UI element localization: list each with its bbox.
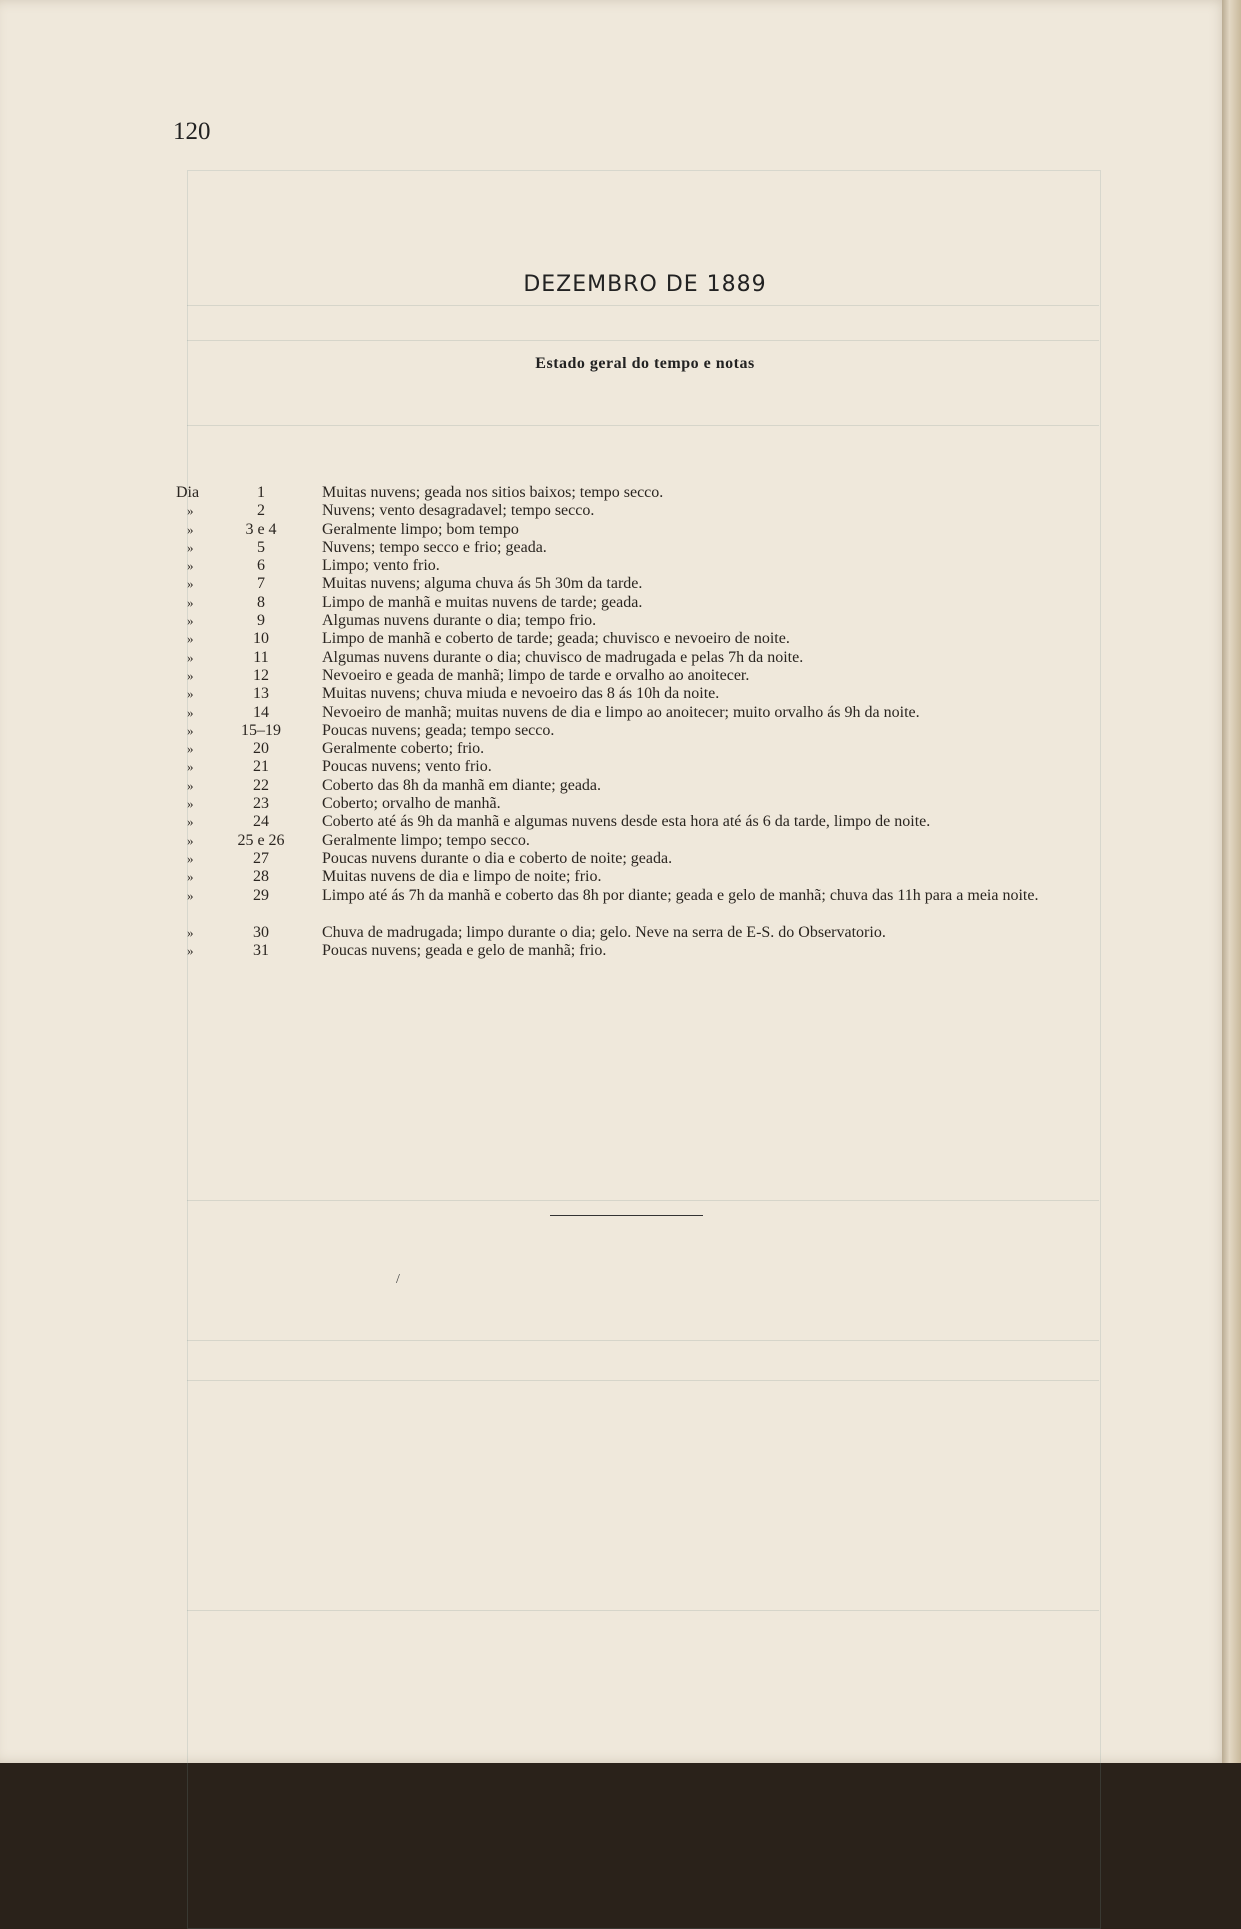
day-number: 30 bbox=[253, 923, 269, 941]
weather-note: Nevoeiro e geada de manhã; limpo de tarde e orvalho ao anoitecer. bbox=[322, 666, 750, 684]
bleed-rule bbox=[187, 1200, 1099, 1201]
ditto-mark: » bbox=[187, 539, 194, 555]
weather-note: Poucas nuvens; geada e gelo de manhã; frio. bbox=[322, 941, 607, 959]
section-subtitle: Estado geral do tempo e notas bbox=[535, 355, 755, 372]
table-row bbox=[0, 832, 1228, 850]
table-row bbox=[0, 777, 1228, 795]
day-number: 8 bbox=[257, 593, 265, 611]
ditto-mark: » bbox=[187, 613, 194, 629]
day-number: 11 bbox=[253, 648, 269, 666]
ditto-mark: » bbox=[187, 850, 194, 866]
weather-note: Muitas nuvens de dia e limpo de noite; frio. bbox=[322, 868, 602, 886]
ditto-mark: » bbox=[187, 887, 194, 903]
ditto-mark: » bbox=[187, 631, 194, 647]
table-row bbox=[0, 484, 1228, 502]
ditto-mark: » bbox=[187, 942, 194, 958]
table-row bbox=[0, 612, 1228, 630]
table-row bbox=[0, 722, 1228, 740]
day-number: 15–19 bbox=[241, 721, 281, 739]
day-number: 21 bbox=[253, 758, 269, 776]
weather-note: Coberto; orvalho de manhã. bbox=[322, 795, 501, 813]
table-row bbox=[0, 850, 1228, 868]
page-number: 120 bbox=[173, 118, 211, 145]
weather-note: Coberto das 8h da manhã em diante; geada. bbox=[322, 776, 602, 794]
weather-note: Limpo de manhã e coberto de tarde; geada; chuvisco e nevoeiro de noite. bbox=[322, 630, 790, 648]
ditto-mark: » bbox=[187, 704, 194, 720]
table-row bbox=[0, 704, 1228, 722]
ditto-mark: » bbox=[187, 686, 194, 702]
table-row bbox=[0, 594, 1228, 612]
day-number: 3 e 4 bbox=[245, 520, 277, 538]
bleed-rule bbox=[187, 340, 1099, 341]
ditto-mark: » bbox=[187, 521, 194, 537]
table-row bbox=[0, 557, 1228, 575]
table-row bbox=[0, 630, 1228, 648]
ditto-mark: » bbox=[187, 777, 194, 793]
table-row bbox=[0, 795, 1228, 813]
ditto-mark: » bbox=[187, 722, 194, 738]
ditto-mark: » bbox=[187, 924, 194, 940]
weather-note: Geralmente limpo; tempo secco. bbox=[322, 831, 530, 849]
day-number: 25 e 26 bbox=[237, 831, 285, 849]
bleed-through-frame bbox=[187, 170, 1101, 1929]
weather-note: Geralmente limpo; bom tempo bbox=[322, 520, 519, 538]
weather-note: Muitas nuvens; alguma chuva ás 5h 30m da tarde. bbox=[322, 575, 643, 593]
weather-note: Limpo até ás 7h da manhã e coberto das 8h por diante; geada e gelo de manhã; chuva das 11h para a meia noite. bbox=[322, 886, 1039, 904]
table-row bbox=[0, 758, 1228, 776]
weather-note: Poucas nuvens; vento frio. bbox=[322, 758, 492, 776]
weather-note: Nevoeiro de manhã; muitas nuvens de dia e limpo ao anoitecer; muito orvalho ás 9h da noite. bbox=[322, 703, 920, 721]
table-row bbox=[0, 539, 1228, 557]
table-row bbox=[0, 502, 1228, 520]
ditto-mark: » bbox=[187, 594, 194, 610]
bleed-rule bbox=[187, 425, 1099, 426]
weather-note: Algumas nuvens durante o dia; tempo frio. bbox=[322, 612, 597, 630]
day-number: 1 bbox=[257, 484, 265, 501]
weather-note: Algumas nuvens durante o dia; chuvisco de madrugada e pelas 7h da noite. bbox=[322, 648, 804, 666]
day-number: 31 bbox=[253, 941, 269, 959]
weather-note: Muitas nuvens; geada nos sitios baixos; tempo secco. bbox=[322, 484, 664, 501]
day-number: 7 bbox=[257, 575, 265, 593]
day-number: 2 bbox=[257, 502, 265, 520]
day-number: 28 bbox=[253, 868, 269, 886]
bleed-rule bbox=[187, 1340, 1099, 1341]
closing-rule bbox=[550, 1215, 703, 1216]
weather-note: Poucas nuvens; geada; tempo secco. bbox=[322, 721, 555, 739]
table-row bbox=[0, 575, 1228, 593]
weather-note: Muitas nuvens; chuva miuda e nevoeiro das 8 ás 10h da noite. bbox=[322, 685, 720, 703]
ditto-mark: » bbox=[187, 667, 194, 683]
day-number: 29 bbox=[253, 886, 269, 904]
table-row bbox=[0, 521, 1228, 539]
day-number: 10 bbox=[253, 630, 269, 648]
ditto-mark: » bbox=[187, 649, 194, 665]
ditto-mark: » bbox=[187, 576, 194, 592]
weather-note: Geralmente coberto; frio. bbox=[322, 740, 485, 758]
weather-notes-list bbox=[0, 484, 1228, 960]
weather-note: Nuvens; tempo secco e frio; geada. bbox=[322, 538, 547, 556]
stray-mark: / bbox=[396, 1272, 400, 1287]
ditto-mark: » bbox=[187, 796, 194, 812]
day-number: 20 bbox=[253, 740, 269, 758]
bleed-rule bbox=[187, 305, 1099, 306]
table-row bbox=[0, 667, 1228, 685]
table-row bbox=[0, 649, 1228, 667]
ditto-mark: » bbox=[187, 814, 194, 830]
weather-note: Chuva de madrugada; limpo durante o dia; gelo. Neve na serra de E-S. do Observatorio. bbox=[322, 923, 886, 941]
table-row bbox=[0, 942, 1228, 960]
day-number: 24 bbox=[253, 813, 269, 831]
weather-note: Poucas nuvens durante o dia e coberto de noite; geada. bbox=[322, 849, 673, 867]
day-number: 27 bbox=[253, 849, 269, 867]
weather-note: Limpo de manhã e muitas nuvens de tarde; geada. bbox=[322, 593, 643, 611]
day-number: 14 bbox=[253, 703, 269, 721]
ditto-mark: » bbox=[187, 558, 194, 574]
day-number: 23 bbox=[253, 795, 269, 813]
day-number: 5 bbox=[257, 538, 265, 556]
table-row bbox=[0, 887, 1228, 924]
bleed-rule bbox=[187, 1380, 1099, 1381]
book-spine bbox=[1222, 0, 1241, 1763]
table-row bbox=[0, 740, 1228, 758]
ditto-mark: » bbox=[187, 741, 194, 757]
ditto-mark: » bbox=[187, 832, 194, 848]
day-number: 12 bbox=[253, 666, 269, 684]
ditto-mark: » bbox=[187, 759, 194, 775]
day-number: 9 bbox=[257, 612, 265, 630]
weather-note: Limpo; vento frio. bbox=[322, 557, 440, 575]
weather-note: Coberto até ás 9h da manhã e algumas nuvens desde esta hora até ás 6 da tarde, limpo de noite. bbox=[322, 813, 931, 831]
table-row bbox=[0, 813, 1228, 831]
page-title: DEZEMBRO DE 1889 bbox=[523, 272, 767, 297]
dia-label: Dia bbox=[176, 484, 200, 501]
day-number: 22 bbox=[253, 776, 269, 794]
ditto-mark: » bbox=[187, 503, 194, 519]
bleed-rule bbox=[187, 1610, 1099, 1611]
table-row bbox=[0, 924, 1228, 942]
table-row bbox=[0, 868, 1228, 886]
ditto-mark: » bbox=[187, 869, 194, 885]
day-number: 6 bbox=[257, 557, 265, 575]
table-row bbox=[0, 685, 1228, 703]
day-number: 13 bbox=[253, 685, 269, 703]
weather-note: Nuvens; vento desagradavel; tempo secco. bbox=[322, 502, 595, 520]
